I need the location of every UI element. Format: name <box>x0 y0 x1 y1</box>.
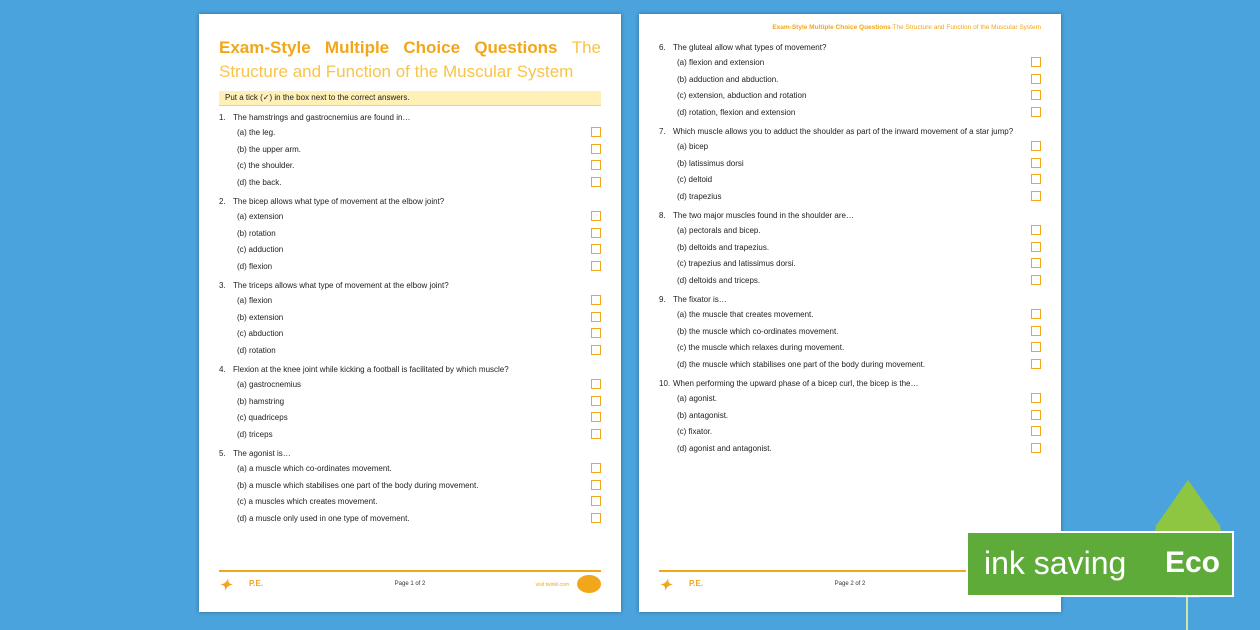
answer-option-label: (c) quadriceps <box>237 413 288 422</box>
answer-checkbox[interactable] <box>1031 359 1041 369</box>
answer-option <box>659 273 1041 290</box>
answer-option <box>219 242 601 259</box>
answer-option <box>219 377 601 394</box>
answer-option-label: (c) a muscles which creates movement. <box>237 497 378 506</box>
question-number: 6. <box>659 43 666 52</box>
answer-option <box>659 105 1041 122</box>
answer-option <box>219 410 601 427</box>
answer-option-label: (a) flexion and extension <box>677 58 765 67</box>
answer-checkbox[interactable] <box>1031 393 1041 403</box>
answer-option-label: (c) the muscle which relaxes during movement. <box>677 343 845 352</box>
answer-checkbox[interactable] <box>591 513 601 523</box>
answer-checkbox[interactable] <box>591 345 601 355</box>
answer-option-label: (c) trapezius and latissimus dorsi. <box>677 259 796 268</box>
answer-checkbox[interactable] <box>1031 90 1041 100</box>
question-text <box>659 40 1041 55</box>
answer-option <box>659 172 1041 189</box>
question-text <box>219 362 601 377</box>
answer-checkbox[interactable] <box>1031 174 1041 184</box>
question-item <box>659 40 1041 121</box>
answer-option <box>659 441 1041 458</box>
answer-option-label: (a) the muscle that creates movement. <box>677 310 814 319</box>
page-number: Page 1 of 2 <box>394 581 426 587</box>
answer-option <box>659 223 1041 240</box>
question-prompt: The hamstrings and gastrocnemius are found in… <box>233 113 411 122</box>
answer-checkbox[interactable] <box>1031 158 1041 168</box>
answer-option <box>219 343 601 360</box>
answer-option-label: (d) triceps <box>237 429 273 439</box>
answer-option-label: (a) agonist. <box>677 394 718 403</box>
footer-subject: P.E. <box>689 579 704 588</box>
question-prompt: Which muscle allows you to adduct the shoulder as part of the inward movement of a star jump? <box>673 127 1014 136</box>
answer-option-label: (b) the upper arm. <box>237 144 302 154</box>
answer-option-label: (b) hamstring <box>237 396 285 406</box>
answer-option-label: (d) flexion <box>237 261 273 271</box>
question-item <box>219 362 601 443</box>
eco-banner <box>966 531 1234 597</box>
question-text <box>659 376 1041 391</box>
answer-option-label: (b) a muscle which stabilises one part of the body during movement. <box>237 480 479 490</box>
answer-option <box>659 189 1041 206</box>
answer-option-label: (b) antagonist. <box>677 410 729 420</box>
answer-option <box>219 175 601 192</box>
answer-option <box>659 55 1041 72</box>
instruction-banner: Put a tick (✓) in the box next to the correct answers. <box>219 91 601 106</box>
answer-option-label: (a) flexion <box>237 296 273 305</box>
answer-option-label: (b) extension <box>237 312 284 322</box>
answer-checkbox[interactable] <box>591 328 601 338</box>
question-item <box>659 292 1041 373</box>
answer-option-label: (b) adduction and abduction. <box>677 74 779 84</box>
answer-checkbox[interactable] <box>591 379 601 389</box>
answer-checkbox[interactable] <box>1031 258 1041 268</box>
answer-option-label: (d) the back. <box>237 177 282 187</box>
answer-option <box>219 310 601 327</box>
site-url: visit twinkl.com <box>535 582 569 588</box>
question-prompt: The gluteal allow what types of movement? <box>673 43 827 52</box>
answer-checkbox[interactable] <box>591 429 601 439</box>
page-number: Page 2 of 2 <box>834 581 866 587</box>
question-number: 1. <box>219 113 226 122</box>
question-number: 8. <box>659 211 666 220</box>
answer-checkbox[interactable] <box>591 396 601 406</box>
question-prompt: The two major muscles found in the shoulder are… <box>673 211 854 220</box>
worksheet-page-1 <box>199 14 621 612</box>
answer-option <box>219 209 601 226</box>
answer-checkbox[interactable] <box>1031 326 1041 336</box>
badge-icon <box>577 575 601 593</box>
question-list <box>659 40 1041 460</box>
running-header <box>772 24 1041 31</box>
answer-option <box>219 511 601 528</box>
answer-option-label: (d) a muscle only used in one type of movement. <box>237 513 410 523</box>
answer-option-label: (b) latissimus dorsi <box>677 158 744 168</box>
question-text <box>219 194 601 209</box>
answer-checkbox[interactable] <box>591 312 601 322</box>
answer-option-label: (c) adduction <box>237 245 284 254</box>
answer-option-label: (b) deltoids and trapezius. <box>677 242 770 252</box>
answer-option <box>219 293 601 310</box>
answer-checkbox[interactable] <box>591 228 601 238</box>
answer-option-label: (a) the leg. <box>237 128 276 137</box>
answer-option-label: (b) the muscle which co-ordinates movement. <box>677 326 839 336</box>
question-prompt: The fixator is… <box>673 295 727 304</box>
answer-option-label: (d) deltoids and triceps. <box>677 275 761 285</box>
answer-checkbox[interactable] <box>1031 57 1041 67</box>
answer-option-label: (c) extension, abduction and rotation <box>677 91 807 100</box>
answer-option <box>659 391 1041 408</box>
answer-option <box>659 139 1041 156</box>
question-item <box>659 124 1041 205</box>
header-rest: The Structure and Function of the Muscular System <box>892 24 1041 31</box>
page-footer <box>219 570 601 598</box>
answer-option-label: (c) deltoid <box>677 175 713 184</box>
answer-checkbox[interactable] <box>1031 410 1041 420</box>
answer-checkbox[interactable] <box>591 144 601 154</box>
answer-option <box>219 461 601 478</box>
answer-checkbox[interactable] <box>1031 107 1041 117</box>
question-text <box>659 208 1041 223</box>
answer-option <box>659 424 1041 441</box>
question-item <box>219 194 601 275</box>
question-item <box>659 376 1041 457</box>
answer-option-label: (a) extension <box>237 212 284 221</box>
answer-option-label: (d) trapezius <box>677 191 722 201</box>
answer-checkbox[interactable] <box>1031 225 1041 235</box>
answer-checkbox[interactable] <box>591 244 601 254</box>
question-number: 7. <box>659 127 666 136</box>
answer-option <box>659 340 1041 357</box>
answer-option <box>219 226 601 243</box>
answer-checkbox[interactable] <box>591 295 601 305</box>
answer-option <box>219 326 601 343</box>
answer-option-label: (d) agonist and antagonist. <box>677 443 772 453</box>
question-list <box>219 110 601 530</box>
answer-checkbox[interactable] <box>1031 309 1041 319</box>
answer-checkbox[interactable] <box>591 412 601 422</box>
answer-option <box>219 125 601 142</box>
answer-checkbox[interactable] <box>1031 191 1041 201</box>
answer-option <box>219 478 601 495</box>
page-title <box>219 36 601 84</box>
answer-option-label: (b) rotation <box>237 228 276 238</box>
answer-option <box>219 259 601 276</box>
question-prompt: The bicep allows what type of movement at the elbow joint? <box>233 197 445 206</box>
answer-option-label: (d) the muscle which stabilises one part of the body during movement. <box>677 359 926 369</box>
answer-checkbox[interactable] <box>1031 443 1041 453</box>
answer-option-label: (c) fixator. <box>677 427 713 436</box>
answer-option-label: (a) pectorals and bicep. <box>677 226 761 235</box>
answer-checkbox[interactable] <box>591 496 601 506</box>
answer-option <box>659 72 1041 89</box>
answer-checkbox[interactable] <box>1031 275 1041 285</box>
footer-subject: P.E. <box>249 579 264 588</box>
answer-checkbox[interactable] <box>591 480 601 490</box>
worksheet-page-2 <box>639 14 1061 612</box>
question-item <box>219 110 601 191</box>
answer-checkbox[interactable] <box>1031 426 1041 436</box>
header-bold: Exam-Style Multiple Choice Questions <box>772 24 891 31</box>
twinkl-logo-icon: ✦ <box>219 577 232 594</box>
answer-option <box>219 142 601 159</box>
answer-checkbox[interactable] <box>1031 74 1041 84</box>
answer-option-label: (a) a muscle which co-ordinates movement. <box>237 464 392 473</box>
question-item <box>219 278 601 359</box>
question-number: 5. <box>219 449 226 458</box>
answer-option <box>219 494 601 511</box>
question-text <box>219 110 601 125</box>
question-number: 10. <box>659 379 671 388</box>
question-number: 9. <box>659 295 666 304</box>
answer-option <box>659 307 1041 324</box>
title-subtitle: The Structure and Function of the Muscular System <box>219 38 601 81</box>
question-text <box>659 124 1041 139</box>
answer-option <box>659 256 1041 273</box>
answer-option <box>219 427 601 444</box>
answer-option <box>219 394 601 411</box>
answer-checkbox[interactable] <box>1031 242 1041 252</box>
title-bold: Exam-Style Multiple Choice Questions <box>219 38 558 57</box>
answer-option-label: (d) rotation <box>237 345 276 355</box>
twinkl-logo-icon: ✦ <box>659 577 672 594</box>
question-number: 3. <box>219 281 226 290</box>
answer-option <box>219 158 601 175</box>
answer-option <box>659 240 1041 257</box>
answer-checkbox[interactable] <box>591 463 601 473</box>
answer-checkbox[interactable] <box>591 261 601 271</box>
answer-option-label: (a) gastrocnemius <box>237 380 302 389</box>
answer-option-label: (c) abduction <box>237 329 284 338</box>
question-text <box>659 292 1041 307</box>
answer-option <box>659 88 1041 105</box>
answer-option <box>659 357 1041 374</box>
question-number: 2. <box>219 197 226 206</box>
answer-option-label: (c) the shoulder. <box>237 161 295 170</box>
question-item <box>219 446 601 527</box>
answer-checkbox[interactable] <box>1031 141 1041 151</box>
answer-checkbox[interactable] <box>591 211 601 221</box>
question-item <box>659 208 1041 289</box>
question-number: 4. <box>219 365 226 374</box>
answer-option <box>659 408 1041 425</box>
question-prompt: When performing the upward phase of a bicep curl, the bicep is the… <box>673 379 919 388</box>
eco-banner-text: ink saving <box>984 545 1127 581</box>
answer-checkbox[interactable] <box>591 160 601 170</box>
answer-checkbox[interactable] <box>591 177 601 187</box>
question-text <box>219 278 601 293</box>
eco-label: Eco <box>1164 546 1220 579</box>
answer-option-label: (d) rotation, flexion and extension <box>677 107 796 117</box>
question-prompt: The agonist is… <box>233 449 291 458</box>
question-prompt: The triceps allows what type of movement at the elbow joint? <box>233 281 449 290</box>
answer-checkbox[interactable] <box>1031 342 1041 352</box>
answer-checkbox[interactable] <box>591 127 601 137</box>
answer-option <box>659 156 1041 173</box>
question-text <box>219 446 601 461</box>
answer-option-label: (a) bicep <box>677 142 709 151</box>
answer-option <box>659 324 1041 341</box>
question-prompt: Flexion at the knee joint while kicking a football is facilitated by which muscle? <box>233 365 509 374</box>
